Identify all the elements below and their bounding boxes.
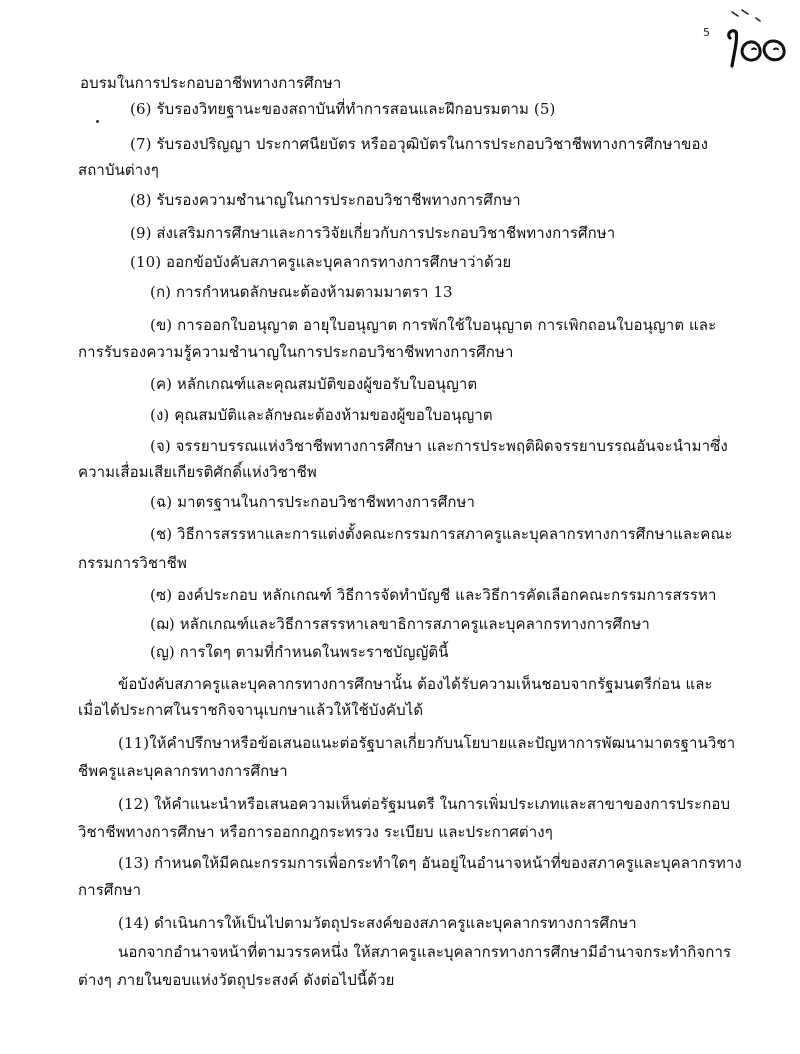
- text-line: ชีพครูและบุคลากรทางการศึกษา: [78, 762, 288, 780]
- text-line: นอกจากอำนาจหน้าที่ตามวรรคหนึ่ง ให้สภาครูและบุคลากรทางการศึกษามีอำนาจกระทำกิจการ: [118, 943, 732, 961]
- text-line: (6) รับรองวิทยฐานะของสถาบันที่ทำการสอนและฝึกอบรมตาม (5): [130, 100, 556, 118]
- text-line: (13) กำหนดให้มีคณะกรรมการเพื่อกระทำใดๆ อันอยู่ในอำนาจหน้าที่ของสภาครูและบุคลากรทาง: [118, 854, 742, 872]
- handwritten-page-number: [712, 4, 794, 74]
- text-line: (ญ) การใดๆ ตามที่กำหนดในพระราชบัญญัตินี้: [150, 643, 449, 661]
- text-line: (ฉ) มาตรฐานในการประกอบวิชาชีพทางการศึกษา: [150, 493, 476, 511]
- stray-mark: [96, 120, 99, 123]
- text-line: (10) ออกข้อบังคับสภาครูและบุคลากรทางการศึกษาว่าด้วย: [130, 253, 512, 271]
- text-line: สถาบันต่างๆ: [78, 161, 159, 179]
- text-line: ข้อบังคับสภาครูและบุคลากรทางการศึกษานั้น ต้องได้รับความเห็นชอบจากรัฐมนตรีก่อน และ: [118, 675, 713, 693]
- text-line: (7) รับรองปริญญา ประกาศนียบัตร หรืออวุฒิบัตรในการประกอบวิชาชีพทางการศึกษาของ: [130, 135, 709, 153]
- text-line: (ก) การกำหนดลักษณะต้องห้ามตามมาตรา 13: [150, 283, 453, 301]
- text-line: (ซ) องค์ประกอบ หลักเกณฑ์ วิธีการจัดทำบัญชี และวิธีการคัดเลือกคณะกรรมการสรรหา: [150, 586, 717, 604]
- text-line: (9) ส่งเสริมการศึกษาและการวิจัยเกี่ยวกับการประกอบวิชาชีพทางการศึกษา: [130, 224, 616, 242]
- text-line: (12) ให้คำแนะนำหรือเสนอความเห็นต่อรัฐมนตรี ในการเพิ่มประเภทและสาขาของการประกอบ: [118, 795, 731, 813]
- text-line: (ข) การออกใบอนุญาต อายุใบอนุญาต การพักใช้ใบอนุญาต การเพิกถอนใบอนุญาต และ: [150, 316, 717, 334]
- text-line: (ค) หลักเกณฑ์และคุณสมบัติของผู้ขอรับใบอนุญาต: [150, 375, 478, 393]
- text-line: (ฌ) หลักเกณฑ์และวิธีการสรรหาเลขาธิการสภาครูและบุคลากรทางการศึกษา: [150, 615, 650, 633]
- text-line: (11)ให้คำปรึกษาหรือข้อเสนอแนะต่อรัฐบาลเกี่ยวกับนโยบายและปัญหาการพัฒนามาตรฐานวิชา: [118, 734, 736, 752]
- text-line: (ช) วิธีการสรรหาและการแต่งตั้งคณะกรรมการสภาครูและบุคลากรทางการศึกษาและคณะ: [150, 525, 733, 543]
- text-line: อบรมในการประกอบอาชีพทางการศึกษา: [80, 74, 342, 92]
- text-line: การรับรองความรู้ความชำนาญในการประกอบวิชาชีพทางการศึกษา: [78, 343, 514, 361]
- page-number: 5: [703, 26, 710, 39]
- text-line: (ง) คุณสมบัติและลักษณะต้องห้ามของผู้ขอใบอนุญาต: [150, 406, 493, 424]
- text-line: (14) ดำเนินการให้เป็นไปตามวัตถุประสงค์ของสภาครูและบุคลากรทางการศึกษา: [118, 914, 637, 932]
- text-line: ต่างๆ ภายในขอบแห่งวัตถุประสงค์ ดังต่อไปนี้ด้วย: [78, 971, 395, 989]
- text-line: วิชาชีพทางการศึกษา หรือการออกกฎกระทรวง ระเบียบ และประกาศต่างๆ: [78, 823, 553, 841]
- text-line: กรรมการวิชาชีพ: [78, 554, 187, 572]
- text-line: การศึกษา: [78, 881, 142, 899]
- text-line: (จ) จรรยาบรรณแห่งวิชาชีพทางการศึกษา และการประพฤติผิดจรรยาบรรณอันจะนำมาซึ่ง: [150, 437, 728, 455]
- text-line: ความเสื่อมเสียเกียรติศักดิ์แห่งวิชาชีพ: [78, 463, 317, 481]
- text-line: เมื่อได้ประกาศในราชกิจจานุเบกษาแล้วให้ใช้บังคับได้: [78, 701, 424, 719]
- text-line: (8) รับรองความชำนาญในการประกอบวิชาชีพทางการศึกษา: [130, 191, 521, 209]
